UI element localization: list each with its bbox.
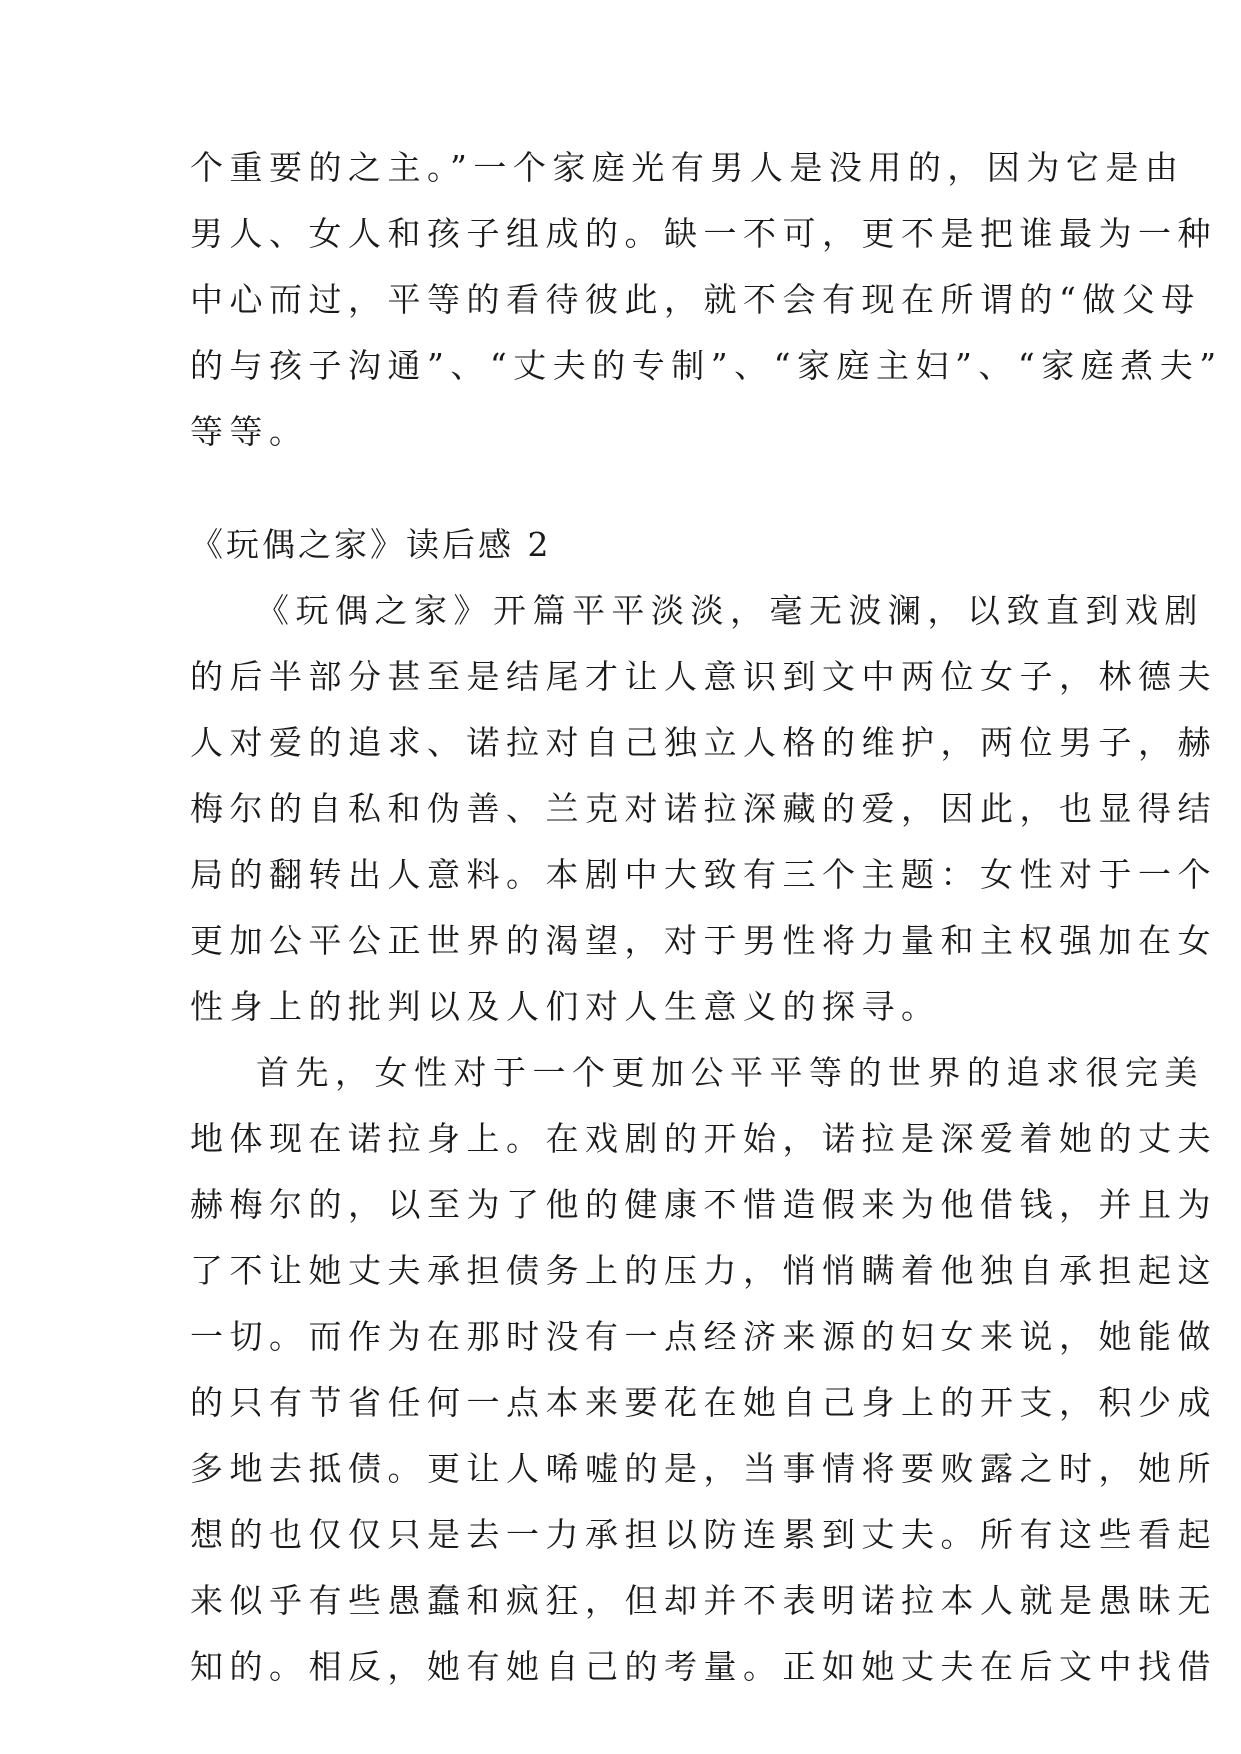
paragraph2-line-9: 来似乎有些愚蠢和疯狂，但却并不表明诺拉本人就是愚昧无 [190,1581,1217,1620]
paragraph2-line-3: 赫梅尔的，以至为了他的健康不惜造假来为他借钱，并且为 [190,1185,1217,1224]
paragraph1-line-1: 《玩偶之家》开篇平平淡淡，毫无波澜，以致直到戏剧 [256,591,1204,630]
paragraph2-line-5: 一切。而作为在那时没有一点经济来源的妇女来说，她能做 [190,1317,1217,1356]
intro-line-1: 个重要的之主。”一个家庭光有男人是没用的，因为它是由 [190,148,1185,187]
section-title: 《玩偶之家》读后感 2 [190,525,552,564]
paragraph2-line-7: 多地去抵债。更让人唏嘘的是，当事情将要败露之时，她所 [190,1449,1217,1488]
paragraph2-line-2: 地体现在诺拉身上。在戏剧的开始，诺拉是深爱着她的丈夫 [190,1119,1217,1158]
intro-line-3: 中心而过，平等的看待彼此，就不会有现在所谓的“做父母 [190,280,1201,319]
intro-line-2: 男人、女人和孩子组成的。缺一不可，更不是把谁最为一种 [190,214,1217,253]
intro-line-5: 等等。 [190,412,309,451]
paragraph2-line-10: 知的。相反，她有她自己的考量。正如她丈夫在后文中找借 [190,1647,1217,1686]
paragraph1-line-2: 的后半部分甚至是结尾才让人意识到文中两位女子，林德夫 [190,657,1217,696]
paragraph1-line-7: 性身上的批判以及人们对人生意义的探寻。 [190,987,941,1026]
paragraph2-line-1: 首先，女性对于一个更加公平平等的世界的追求很完美 [256,1053,1204,1092]
paragraph1-line-3: 人对爱的追求、诺拉对自己独立人格的维护，两位男子，赫 [190,723,1217,762]
paragraph1-line-5: 局的翻转出人意料。本剧中大致有三个主题：女性对于一个 [190,855,1217,894]
paragraph2-line-6: 的只有节省任何一点本来要花在她自己身上的开支，积少成 [190,1383,1217,1422]
paragraph1-line-6: 更加公平公正世界的渴望，对于男性将力量和主权强加在女 [190,921,1217,960]
paragraph2-line-8: 想的也仅仅只是去一力承担以防连累到丈夫。所有这些看起 [190,1515,1217,1554]
intro-line-4: 的与孩子沟通”、“丈夫的专制”、“家庭主妇”、“家庭煮夫” [190,346,1223,385]
paragraph1-line-4: 梅尔的自私和伪善、兰克对诺拉深藏的爱，因此，也显得结 [190,789,1217,828]
paragraph2-line-4: 了不让她丈夫承担债务上的压力，悄悄瞒着他独自承担起这 [190,1251,1217,1290]
